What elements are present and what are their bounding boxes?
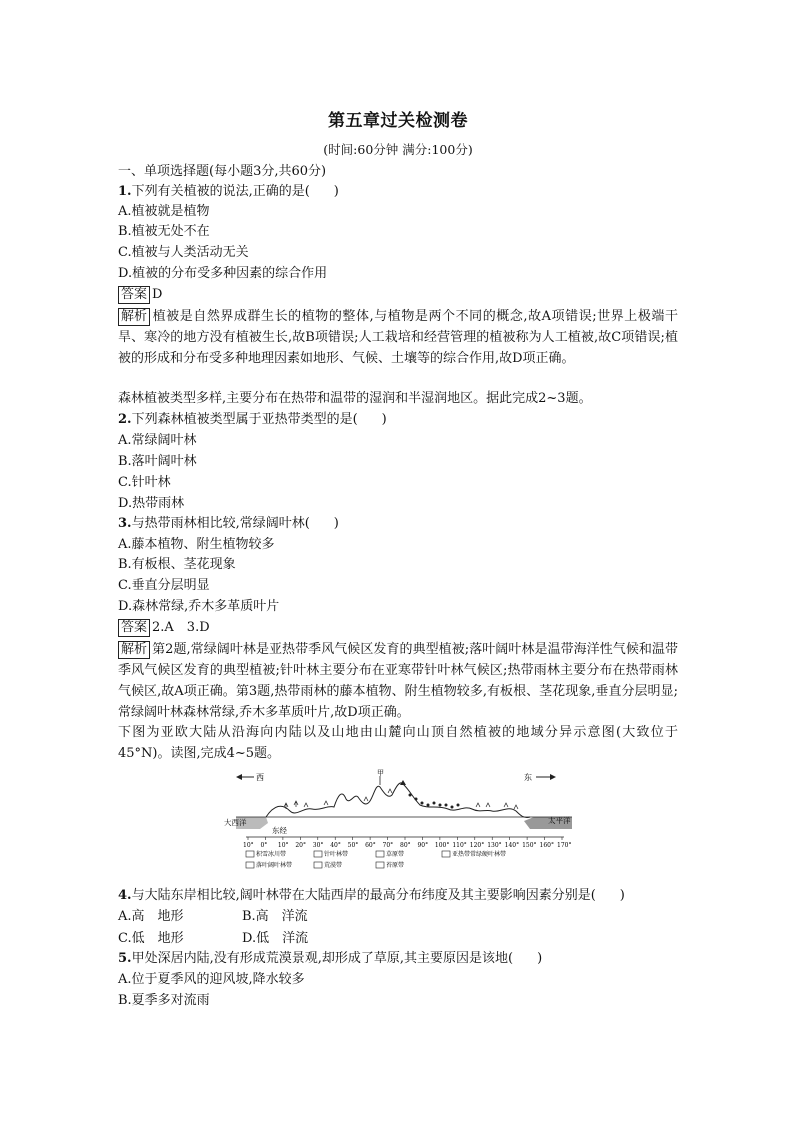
exam-info: (时间:60分钟 满分:100分) <box>323 142 473 157</box>
question-2: 2.下列森林植被类型属于亚热带类型的是( ) <box>118 412 387 427</box>
option-b: B.夏季多对流雨 <box>118 993 210 1008</box>
question-number: 3. <box>118 516 132 531</box>
intro-2-3: 森林植被类型多样,主要分布在热带和温带的湿润和半湿润地区。据此完成2~3题。 <box>118 391 592 406</box>
analysis-text: 植被是自然界成群生长的植物的整体,与植物是两个不同的概念,故A项错误;世界上极端干旱、寒冷的地方没有植被生长,故B项错误;人工栽培和经营管理的植被称为人工植被,故C项错误;植被的形成和分布受多种地理因素如地形、气候、土壤等的综合作用,故D项正确。 <box>118 309 678 366</box>
analysis-tag: 解析 <box>118 641 150 659</box>
question-stem: 与大陆东岸相比较,阔叶林带在大陆西岸的最高分布纬度及其主要影响因素分别是( <box>131 888 596 903</box>
tick-label: 0° <box>260 842 268 849</box>
answer-line <box>118 618 210 638</box>
option-a: A.藤本植物、附生植物较多 <box>118 537 275 552</box>
option-d: D.植被的分布受多种因素的综合作用 <box>118 266 328 281</box>
jia-label: 甲 <box>377 769 384 777</box>
legend-item: 草原带 <box>386 851 405 858</box>
tick-label: 30° <box>312 842 324 849</box>
legend-item: 荒漠带 <box>324 862 343 869</box>
analysis-text: 第2题,常绿阔叶林是亚热带季风气候区发育的典型植被;落叶阔叶林是温带海洋性气候和温带季风气候区发育的典型植被;针叶林主要分布在亚寒带针叶林气候区;热带雨林主要分布在热带雨林气候区,故A项正确。第3题,热带雨林的藤本植物、附生植物较多,有板根、茎花现象,垂直分层明显;常绿阔叶林森林常绿,乔木多革质叶片,故D项正确。 <box>118 642 678 720</box>
tick-label: 70° <box>382 842 394 849</box>
option-c: C.低 地形 <box>118 931 184 946</box>
longitude-label: 东经 <box>272 826 287 835</box>
option-c: C.垂直分层明显 <box>118 578 210 593</box>
question-4: 4.与大陆东岸相比较,阔叶林带在大陆西岸的最高分布纬度及其主要影响因素分别是( ) <box>118 888 625 903</box>
analysis-tag: 解析 <box>118 308 150 326</box>
option-a: A.常绿阔叶林 <box>118 433 197 448</box>
analysis-paragraph <box>118 306 678 369</box>
question-3: 3.与热带雨林相比较,常绿阔叶林( ) <box>118 516 339 531</box>
tick-label: 40° <box>330 842 341 849</box>
vegetation-profile-diagram <box>224 765 584 870</box>
question-stem: 甲处深居内陆,没有形成荒漠景观,却形成了草原,其主要原因是该地( <box>131 951 514 966</box>
analysis-paragraph <box>118 639 678 723</box>
answer-text: D <box>152 287 163 302</box>
tick-label: 10° <box>277 842 289 849</box>
figure-legend <box>246 850 506 869</box>
option-b: B.高 洋流 <box>242 909 308 924</box>
legend-item: 落叶阔叶林带 <box>256 862 293 869</box>
question-1: 1.下列有关植被的说法,正确的是( ) <box>118 184 339 199</box>
tick-label: 130° <box>487 842 502 849</box>
longitude-ticks <box>243 837 571 849</box>
intro-4-5: 下图为亚欧大陆从沿海向内陆以及山地由山麓向山顶自然植被的地域分异示意图(大致位于45°N)。读图,完成4~5题。 <box>118 725 678 761</box>
page-title: 第五章过关检测卷 <box>328 111 468 131</box>
legend-item: 积雪冰川带 <box>256 851 287 858</box>
tick-label: 150° <box>522 842 537 849</box>
tick-label: 100° <box>434 842 450 849</box>
option-c: C.针叶林 <box>118 475 171 490</box>
question-stem: 下列有关植被的说法,正确的是( <box>131 184 310 199</box>
option-d: D.热带雨林 <box>118 496 185 511</box>
tick-label: 170° <box>557 842 572 849</box>
question-number: 4. <box>118 888 132 903</box>
legend-item: 针叶林带 <box>324 851 349 858</box>
question-number: 1. <box>118 184 132 199</box>
tick-label: 90° <box>417 842 429 849</box>
tick-label: 140° <box>504 842 520 849</box>
tick-label: 60° <box>365 842 376 849</box>
option-a: A.高 地形 <box>118 909 184 924</box>
legend-item: 苔原带 <box>386 862 405 869</box>
tick-label: 110° <box>452 842 467 849</box>
option-b: B.植被无处不在 <box>118 224 210 239</box>
tick-label: 50° <box>347 842 359 849</box>
answer-line <box>118 285 162 305</box>
atlantic-label: 大西洋 <box>224 818 247 827</box>
legend-item: 亚热带常绿硬叶林带 <box>452 851 507 858</box>
option-d: D.低 洋流 <box>242 931 309 946</box>
tick-label: 10° <box>243 842 254 849</box>
section-heading: 一、单项选择题(每小题3分,共60分) <box>118 164 327 179</box>
tick-label: 160° <box>539 842 555 849</box>
answer-tag: 答案 <box>118 286 150 304</box>
tick-label: 80° <box>400 842 411 849</box>
option-b: B.落叶阔叶林 <box>118 454 197 469</box>
answer-tag: 答案 <box>118 619 150 637</box>
option-a: A.植被就是植物 <box>118 204 210 219</box>
question-stem: 下列森林植被类型属于亚热带类型的是( <box>131 412 358 427</box>
terrain-profile-line <box>266 783 530 818</box>
question-number: 2. <box>118 412 132 427</box>
east-label: 东 <box>524 773 532 782</box>
pacific-label: 太平洋 <box>548 816 571 825</box>
option-d: D.森林常绿,乔木多革质叶片 <box>118 599 280 614</box>
west-label: 西 <box>256 773 264 782</box>
option-a: A.位于夏季风的迎风坡,降水较多 <box>118 972 305 987</box>
tick-label: 20° <box>295 842 306 849</box>
vegetation-symbols <box>400 780 460 809</box>
vegetation-profile-figure <box>224 765 584 870</box>
answer-text: 2.A 3.D <box>152 620 210 635</box>
question-5: 5.甲处深居内陆,没有形成荒漠景观,却形成了草原,其主要原因是该地( ) <box>118 951 543 966</box>
tick-label: 120° <box>469 842 485 849</box>
option-c: C.植被与人类活动无关 <box>118 245 249 260</box>
question-stem: 与热带雨林相比较,常绿阔叶林( <box>131 516 310 531</box>
question-number: 5. <box>118 951 132 966</box>
option-b: B.有板根、茎花现象 <box>118 557 236 572</box>
